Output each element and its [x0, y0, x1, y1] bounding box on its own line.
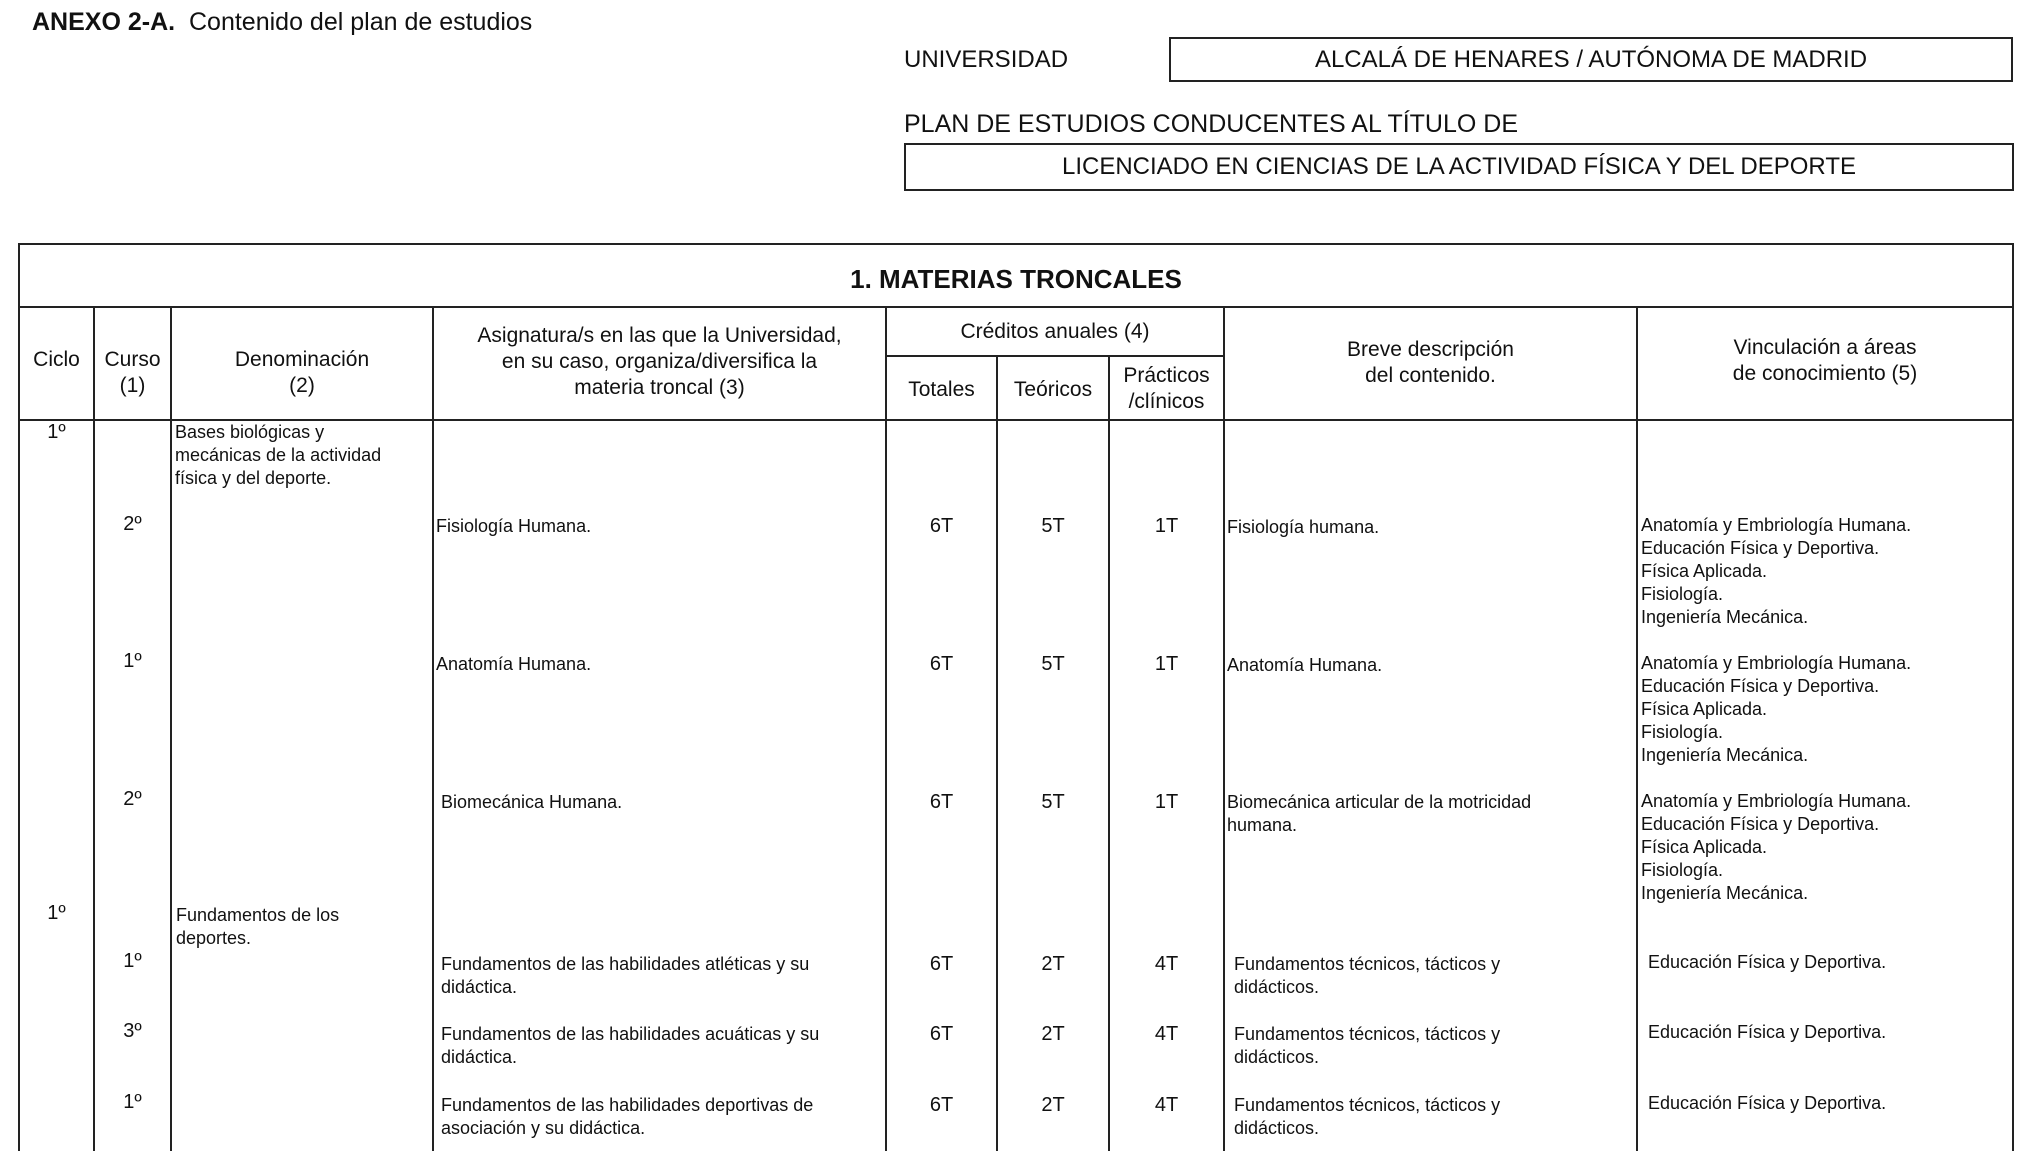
- row-areas: Anatomía y Embriología Humana. Educación Física y Deportiva. Física Aplicada. Fisiología. Ingeniería Mecánica.: [1641, 791, 1912, 903]
- row-asignatura: Biomecánica Humana.: [441, 792, 623, 812]
- row-areas: Anatomía y Embriología Humana. Educación Física y Deportiva. Física Aplicada. Fisiología. Ingeniería Mecánica.: [1641, 653, 1912, 765]
- annex-heading: [32, 8, 532, 37]
- col-header-asignatura: Asignatura/s en las que la Universidad, en su caso, organiza/diversifica la materia troncal (3): [477, 324, 842, 399]
- annex-code: ANEXO 2-A.: [32, 8, 176, 36]
- university-value: ALCALÁ DE HENARES / AUTÓNOMA DE MADRID: [1169, 37, 2013, 82]
- row-practicos: 1T: [1154, 515, 1179, 537]
- row-asignatura: Fisiología Humana.: [436, 516, 592, 536]
- col-header-descripcion: Breve descripción del contenido.: [1347, 338, 1514, 387]
- row-teoricos: 2T: [1041, 953, 1065, 975]
- row-totales: 6T: [929, 1094, 954, 1116]
- row-curso: 1º: [123, 650, 142, 672]
- row-descripcion: Biomecánica articular de la motricidad humana.: [1227, 792, 1532, 835]
- row-asignatura: Fundamentos de las habilidades atléticas y su didáctica.: [441, 954, 810, 997]
- plan-label: PLAN DE ESTUDIOS CONDUCENTES AL TÍTULO DE: [904, 110, 1519, 138]
- row-curso: 1º: [123, 1091, 142, 1113]
- row-teoricos: 5T: [1041, 791, 1065, 813]
- col-header-teoricos: Teóricos: [1013, 378, 1093, 401]
- row-curso: 2º: [123, 513, 142, 535]
- row-areas: Educación Física y Deportiva.: [1648, 1022, 1887, 1042]
- group-ciclo: 1º: [47, 421, 66, 443]
- row-practicos: 4T: [1154, 1094, 1179, 1116]
- col-header-denominacion: Denominación (2): [234, 348, 370, 397]
- row-curso: 3º: [123, 1020, 142, 1042]
- row-totales: 6T: [929, 953, 954, 975]
- col-header-totales: Totales: [908, 378, 975, 401]
- col-divider-descripcion: [1636, 307, 1638, 1151]
- group-ciclo: 1º: [47, 902, 66, 924]
- row-totales: 6T: [929, 515, 954, 537]
- row-descripcion: Anatomía Humana.: [1227, 655, 1383, 675]
- row-asignatura: Fundamentos de las habilidades acuáticas y su didáctica.: [441, 1024, 820, 1067]
- row-curso: 1º: [123, 950, 142, 972]
- university-label: UNIVERSIDAD: [904, 46, 1069, 73]
- credits-subheader-rule: [885, 355, 1224, 357]
- row-teoricos: 5T: [1041, 515, 1065, 537]
- row-descripcion: Fundamentos técnicos, tácticos y didácticos.: [1234, 954, 1501, 997]
- row-practicos: 4T: [1154, 1023, 1179, 1045]
- row-areas: Anatomía y Embriología Humana. Educación Física y Deportiva. Física Aplicada. Fisiología. Ingeniería Mecánica.: [1641, 515, 1912, 627]
- row-curso: 2º: [123, 788, 142, 810]
- row-descripcion: Fisiología humana.: [1227, 517, 1380, 537]
- col-header-ciclo: Ciclo: [33, 348, 80, 371]
- row-teoricos: 2T: [1041, 1094, 1065, 1116]
- row-totales: 6T: [929, 1023, 954, 1045]
- group-denominacion: Fundamentos de los deportes.: [176, 905, 340, 948]
- col-header-curso: Curso (1): [104, 348, 161, 397]
- row-totales: 6T: [929, 653, 954, 675]
- annex-title: Contenido del plan de estudios: [189, 8, 533, 36]
- group-denominacion: Bases biológicas y mecánicas de la actividad física y del deporte.: [175, 422, 382, 488]
- col-header-practicos: Prácticos /clínicos: [1123, 364, 1210, 413]
- section-title: 1. MATERIAS TRONCALES: [850, 264, 1182, 294]
- row-practicos: 1T: [1154, 653, 1179, 675]
- row-practicos: 4T: [1154, 953, 1179, 975]
- row-descripcion: Fundamentos técnicos, tácticos y didácticos.: [1234, 1095, 1501, 1138]
- row-areas: Educación Física y Deportiva.: [1648, 952, 1887, 972]
- row-asignatura: Fundamentos de las habilidades deportivas de asociación y su didáctica.: [441, 1095, 814, 1138]
- row-descripcion: Fundamentos técnicos, tácticos y didácticos.: [1234, 1024, 1501, 1067]
- header-top-rule: [18, 306, 2014, 308]
- row-teoricos: 2T: [1041, 1023, 1065, 1045]
- row-areas: Educación Física y Deportiva.: [1648, 1093, 1887, 1113]
- row-practicos: 1T: [1154, 791, 1179, 813]
- col-header-vinculacion: Vinculación a áreas de conocimiento (5): [1732, 336, 1918, 385]
- degree-title: LICENCIADO EN CIENCIAS DE LA ACTIVIDAD FÍSICA Y DEL DEPORTE: [904, 143, 2014, 191]
- row-teoricos: 5T: [1041, 653, 1065, 675]
- col-divider-denominacion: [432, 307, 434, 1151]
- col-header-creditos: Créditos anuales (4): [960, 320, 1150, 343]
- row-totales: 6T: [929, 791, 954, 813]
- col-divider-curso: [170, 307, 172, 1151]
- col-divider-practicos: [1223, 307, 1225, 1151]
- row-asignatura: Anatomía Humana.: [436, 654, 592, 674]
